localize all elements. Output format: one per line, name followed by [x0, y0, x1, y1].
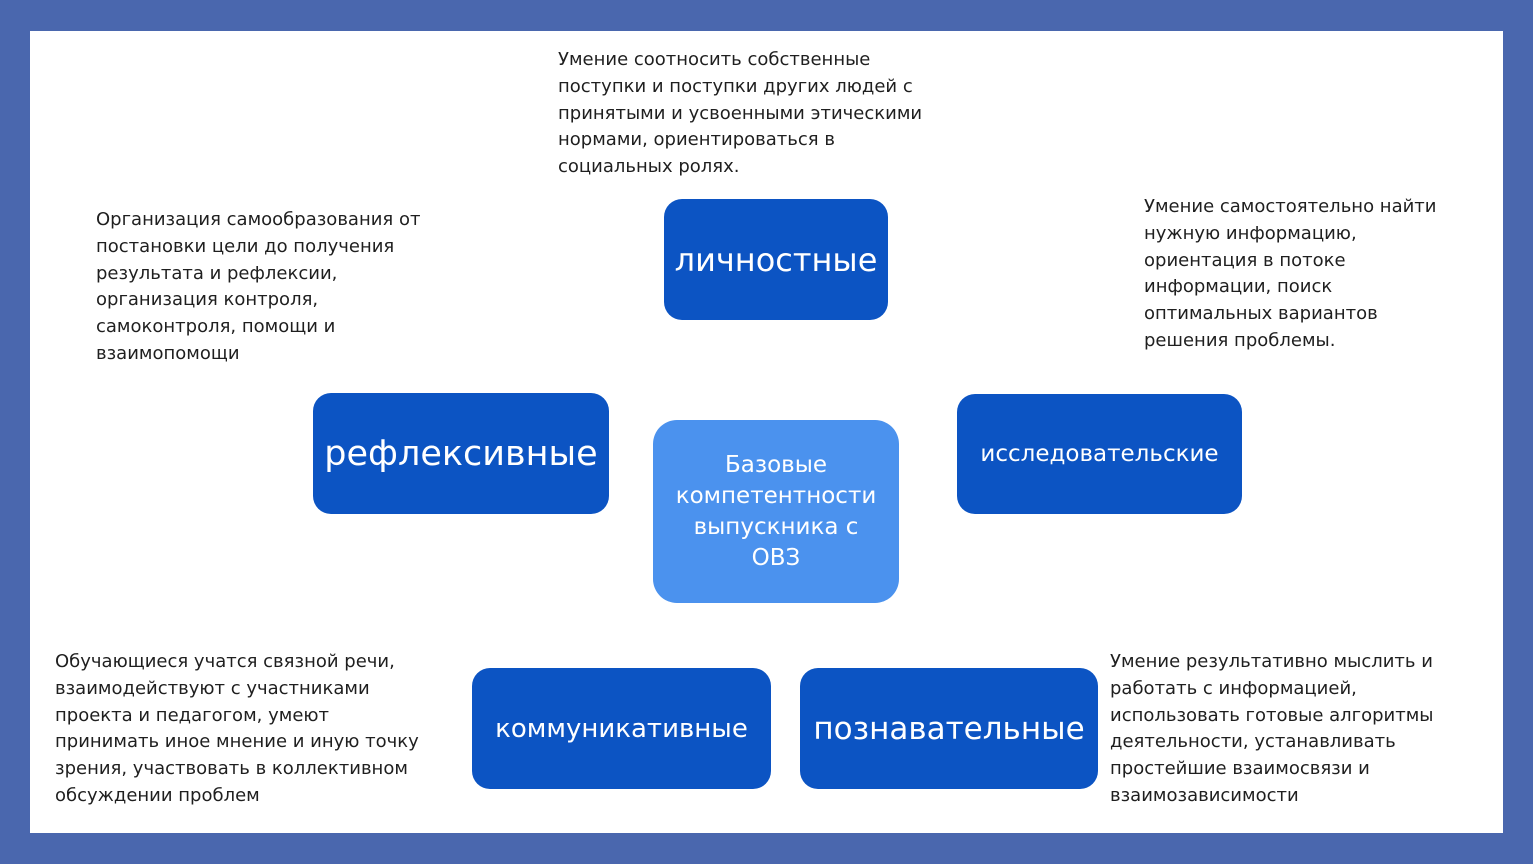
node-cognitive — [800, 668, 1098, 789]
node-research-label: исследовательские — [980, 441, 1219, 467]
node-communicative-label: коммуникативные — [495, 713, 748, 744]
desc-research: Умение самостоятельно найти нужную информацию, ориентация в потоке информации, поиск оптимальных вариантов решения проблемы. — [1144, 196, 1437, 351]
node-personal-label: личностные — [674, 240, 878, 279]
node-reflexive — [313, 393, 609, 514]
node-cognitive-label: познавательные — [813, 710, 1085, 747]
node-reflexive-label: рефлексивные — [324, 433, 598, 474]
node-communicative — [472, 668, 771, 789]
node-personal — [664, 199, 888, 320]
desc-reflexive: Организация самообразования от постановки цели до получения результата и рефлексии, организация контроля, самоконтроля, помощи и взаимопомощи — [96, 209, 421, 364]
desc-cognitive: Умение результативно мыслить и работать с информацией, использовать готовые алгоритмы деятельности, устанавливать простейшие взаимосвязи и взаимозависимости — [1110, 651, 1434, 806]
desc-personal: Умение соотносить собственные поступки и поступки других людей с принятыми и усвоенными этическими нормами, ориентироваться в социальных ролях. — [558, 49, 923, 178]
center-node-label: Базовые компетентности выпускника с ОВЗ — [675, 451, 877, 571]
node-research — [957, 394, 1242, 514]
center-node — [653, 420, 899, 603]
desc-communicative: Обучающиеся учатся связной речи, взаимодействуют с участниками проекта и педагогом, умеют принимать иное мнение и иную точку зрения, участвовать в коллективном обсуждении проблем — [55, 651, 419, 806]
